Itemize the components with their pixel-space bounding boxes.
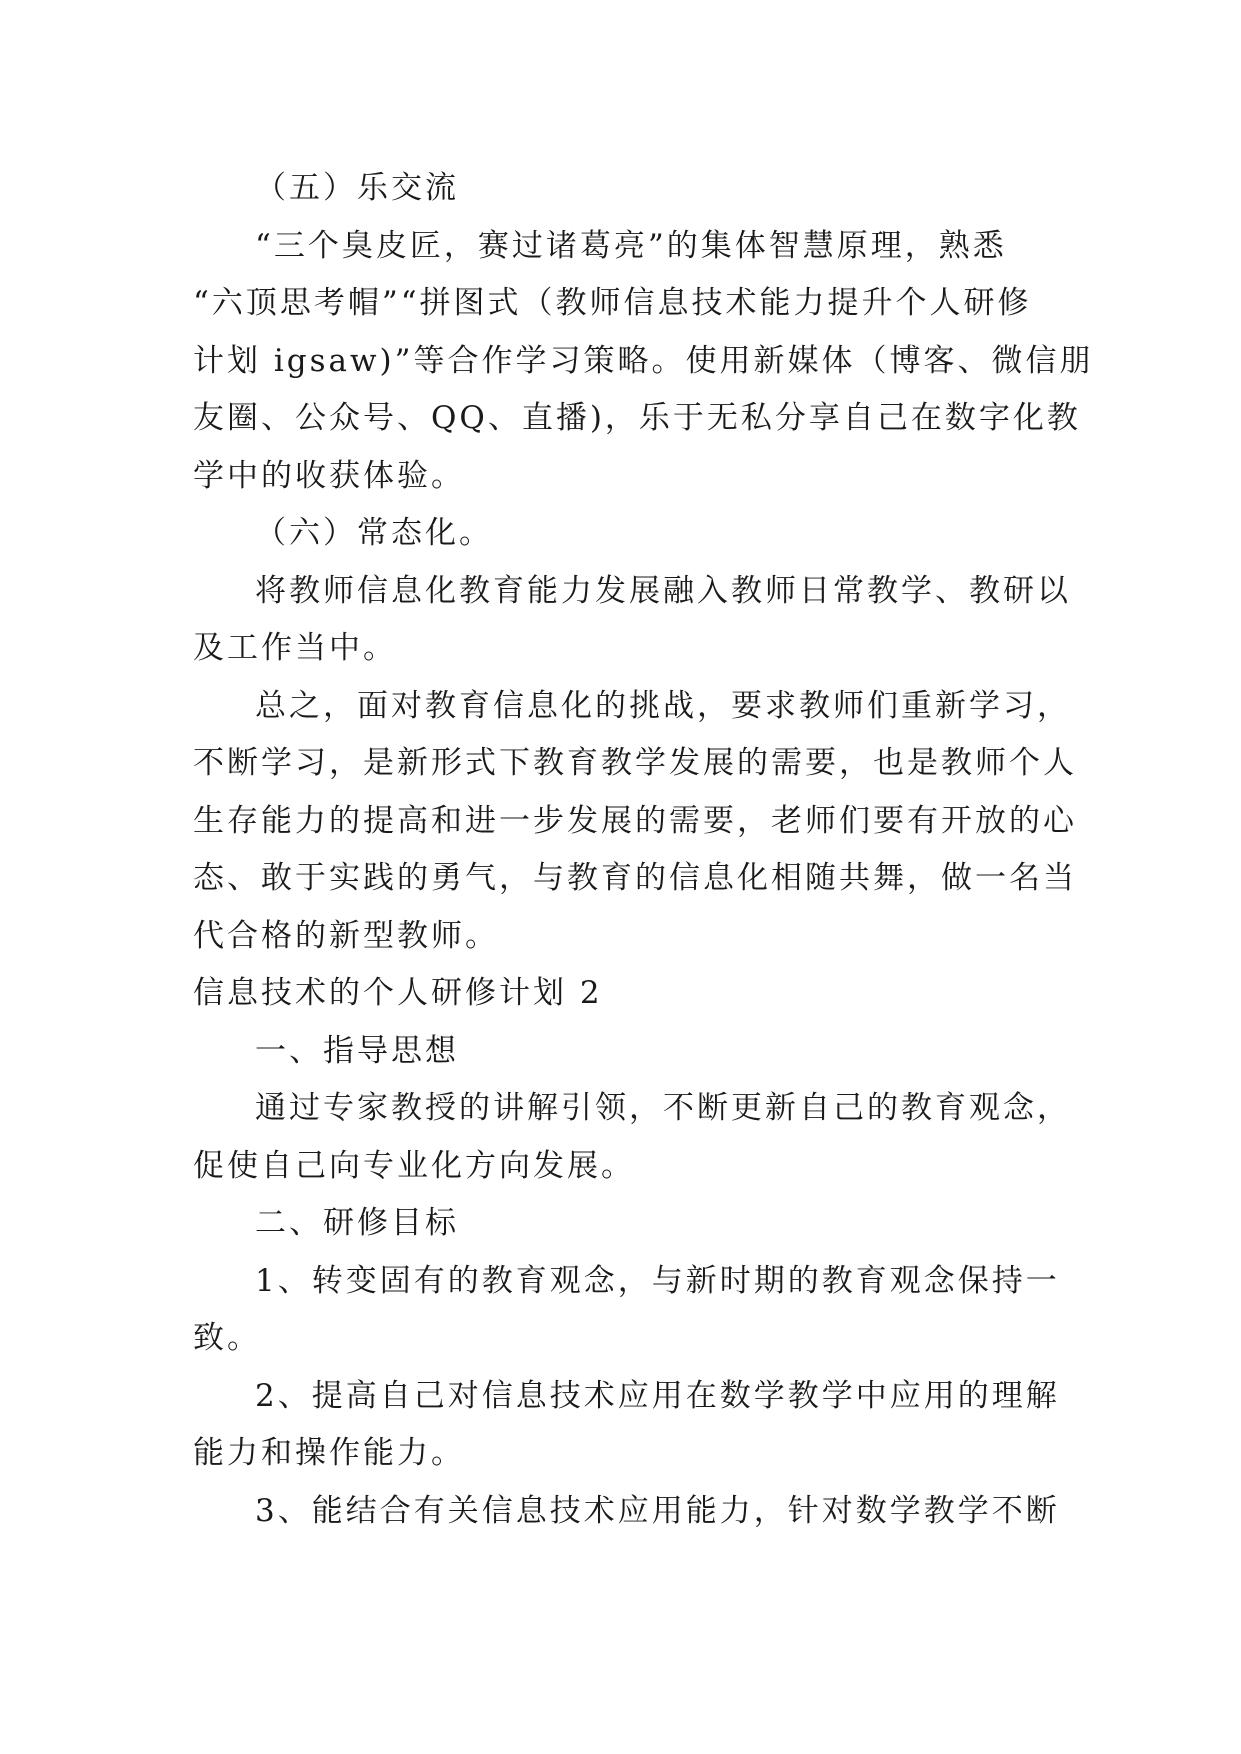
section-heading-5: （五）乐交流 — [255, 170, 459, 206]
list-item: 3、能结合有关信息技术应用能力，针对数学教学不断 — [255, 1492, 1060, 1529]
paragraph-line: “三个臭皮匠，赛过诸葛亮”的集体智慧原理，熟悉 — [255, 227, 1007, 264]
document-title: 信息技术的个人研修计划 2 — [193, 975, 603, 1011]
paragraph-line: 致。 — [193, 1320, 261, 1356]
paragraph-line: 不断学习，是新形式下教育教学发展的需要，也是教师个人 — [193, 745, 1077, 781]
list-item: 2、提高自己对信息技术应用在数学教学中应用的理解 — [255, 1377, 1060, 1414]
section-heading-goals: 二、研修目标 — [255, 1205, 459, 1241]
paragraph-line: 将教师信息化教育能力发展融入教师日常教学、教研以 — [255, 572, 1071, 609]
list-item: 1、转变固有的教育观念，与新时期的教育观念保持一 — [255, 1262, 1060, 1299]
paragraph-line: 代合格的新型教师。 — [193, 917, 499, 954]
section-heading-guiding-ideology: 一、指导思想 — [255, 1032, 459, 1069]
paragraph-line: 计划 igsaw)”等合作学习策略。使用新媒体（博客、微信朋 — [193, 342, 1094, 379]
paragraph-line: 及工作当中。 — [193, 630, 397, 666]
paragraph-line: 友圈、公众号、QQ、直播)，乐于无私分享自己在数字化教 — [193, 400, 1081, 436]
paragraph-line: 态、敢于实践的勇气，与教育的信息化相随共舞，做一名当 — [193, 860, 1077, 896]
paragraph-line: “六顶思考帽”“拼图式（教师信息技术能力提升个人研修 — [193, 285, 1032, 321]
document-body — [193, 160, 1094, 1540]
paragraph-line: 通过专家教授的讲解引领，不断更新自己的教育观念， — [255, 1090, 1071, 1126]
paragraph-line: 总之，面对教育信息化的挑战，要求教师们重新学习， — [255, 687, 1071, 724]
paragraph-line: 学中的收获体验。 — [193, 457, 465, 494]
section-heading-6: （六）常态化。 — [255, 515, 493, 551]
paragraph-line: 促使自己向专业化方向发展。 — [193, 1147, 635, 1184]
paragraph-line: 能力和操作能力。 — [193, 1435, 465, 1471]
paragraph-line: 生存能力的提高和进一步发展的需要，老师们要有开放的心 — [193, 802, 1077, 839]
